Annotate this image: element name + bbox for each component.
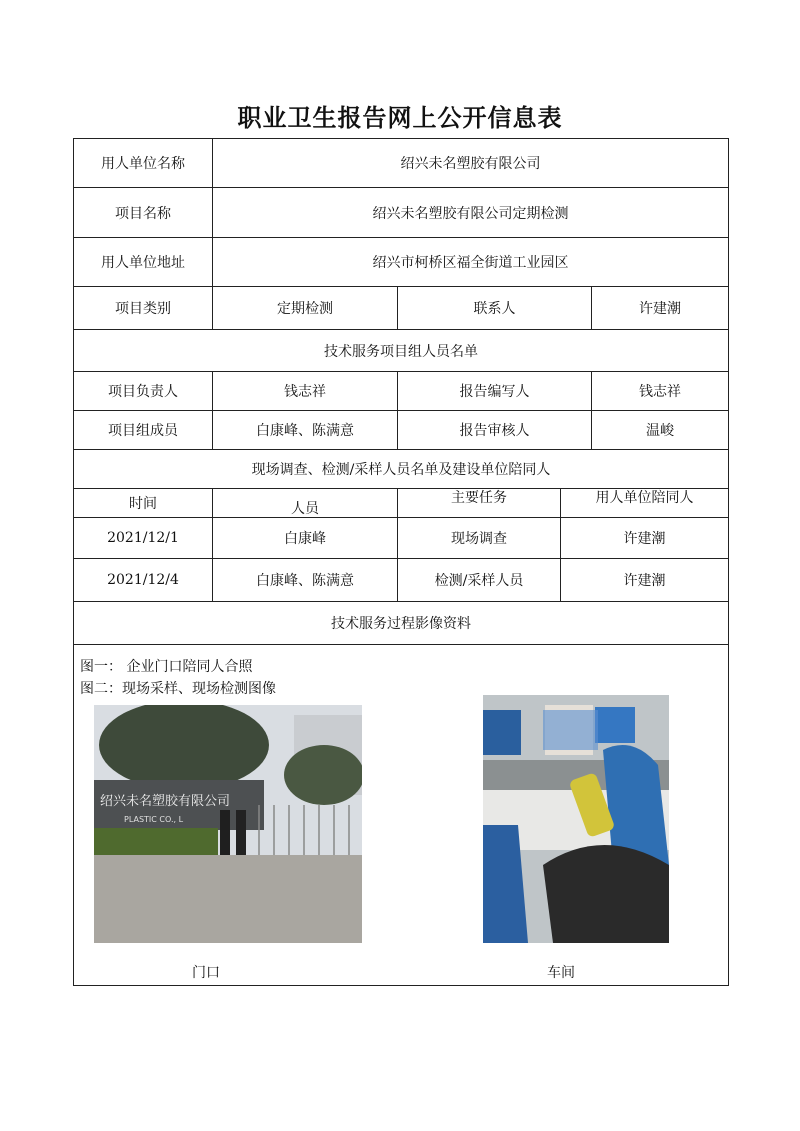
leader-value: 钱志祥	[212, 371, 398, 411]
contact-value: 许建潮	[591, 286, 729, 330]
caption-workshop: 车间	[547, 965, 575, 981]
svg-text:绍兴未名塑胶有限公司: 绍兴未名塑胶有限公司	[100, 794, 231, 809]
page-title: 职业卫生报告网上公开信息表	[237, 103, 563, 132]
type-value: 定期检测	[212, 286, 398, 330]
header-time: 时间	[73, 488, 213, 518]
type-label: 项目类别	[73, 286, 213, 330]
writer-label: 报告编写人	[397, 371, 592, 411]
employer-label: 用人单位名称	[73, 138, 213, 188]
row1-task: 现场调查	[397, 517, 561, 559]
caption-gate: 门口	[192, 965, 220, 981]
row1-time: 2021/12/1	[73, 517, 213, 559]
members-label: 项目组成员	[73, 410, 213, 450]
images-heading: 技术服务过程影像资料	[73, 601, 729, 645]
address-label: 用人单位地址	[73, 237, 213, 287]
row2-time: 2021/12/4	[73, 558, 213, 602]
figure-note-1: 图一： 企业门口陪同人合照	[80, 659, 253, 675]
workshop-photo	[483, 695, 669, 943]
row1-escort: 许建潮	[560, 517, 729, 559]
team-heading: 技术服务项目组人员名单	[73, 329, 729, 372]
row2-staff: 白康峰、陈满意	[212, 558, 398, 602]
reviewer-value: 温峻	[591, 410, 729, 450]
writer-value: 钱志祥	[591, 371, 729, 411]
members-value: 白康峰、陈满意	[212, 410, 398, 450]
project-label: 项目名称	[73, 187, 213, 238]
header-escort: 用人单位陪同人	[560, 488, 729, 518]
figure-note-2: 图二：现场采样、现场检测图像	[80, 681, 276, 697]
contact-label: 联系人	[397, 286, 592, 330]
header-staff: 人员	[212, 488, 398, 518]
row2-task: 检测/采样人员	[397, 558, 561, 602]
survey-heading: 现场调查、检测/采样人员名单及建设单位陪同人	[73, 449, 729, 489]
row1-staff: 白康峰	[212, 517, 398, 559]
row2-escort: 许建潮	[560, 558, 729, 602]
svg-text:PLASTIC CO., L: PLASTIC CO., L	[124, 815, 184, 824]
project-value: 绍兴未名塑胶有限公司定期检测	[212, 187, 729, 238]
reviewer-label: 报告审核人	[397, 410, 592, 450]
gate-photo	[94, 705, 362, 943]
address-value: 绍兴市柯桥区福全街道工业园区	[212, 237, 729, 287]
employer-value: 绍兴未名塑胶有限公司	[212, 138, 729, 188]
header-task: 主要任务	[397, 488, 561, 518]
leader-label: 项目负责人	[73, 371, 213, 411]
